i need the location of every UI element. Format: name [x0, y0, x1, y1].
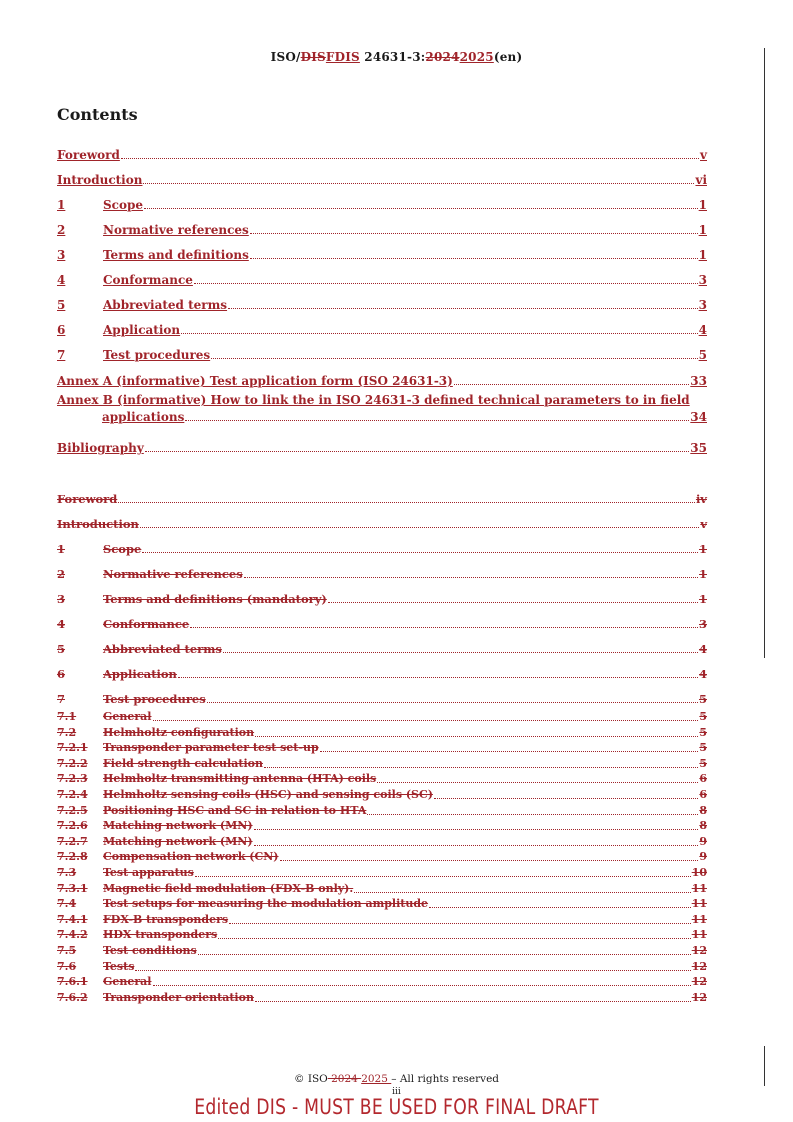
toc-entry-number: 1 — [57, 542, 66, 556]
toc-entry-page: 12 — [691, 975, 707, 989]
toc-entry-page: 12 — [691, 959, 707, 973]
toc-dot-leader — [429, 906, 691, 908]
toc-entry-title: Application — [103, 667, 177, 681]
toc-dot-leader — [211, 357, 697, 359]
toc-entry-number: 2 — [57, 223, 66, 237]
contents-title: Contents — [57, 105, 138, 124]
toc-entry-number: 2 — [57, 567, 66, 581]
toc-entry-page: 5 — [698, 692, 707, 706]
toc-entry-number: 7.6.1 — [57, 975, 88, 989]
toc-entry-deleted — [57, 642, 707, 656]
toc-entry-number: 7.2.1 — [57, 741, 88, 755]
toc-entry-number: 7.3 — [57, 866, 77, 879]
toc-entry-page: 33 — [690, 374, 707, 388]
toc-entry-page: 3 — [698, 298, 707, 312]
watermark: Edited DIS - MUST BE USED FOR FINAL DRAFT — [194, 1095, 599, 1119]
header-inserted-2: 2025 — [459, 50, 494, 64]
document-header — [0, 50, 793, 64]
toc-dot-leader — [250, 232, 698, 234]
toc-entry-deleted — [57, 897, 707, 911]
toc-entry-title: Terms and definitions (mandatory) — [103, 592, 327, 606]
toc-entry-deleted — [57, 882, 707, 896]
toc-entry-title: Compensation network (CN) — [103, 850, 279, 864]
toc-dot-leader — [254, 828, 699, 830]
toc-entry-number: Foreword — [57, 492, 118, 506]
toc-entry-number: 7.2.3 — [57, 772, 88, 786]
toc-entry-number: Foreword — [57, 148, 120, 162]
toc-entry-title: Test procedures — [103, 348, 211, 362]
toc-entry-number: 5 — [57, 298, 66, 312]
toc-entry-deleted — [57, 913, 707, 927]
toc-entry-title: Test procedures — [103, 692, 206, 706]
toc-entry-number: 5 — [57, 642, 66, 656]
toc-dot-leader — [367, 813, 698, 815]
toc-entry-title: Magnetic field modulation (FDX-B only). — [103, 881, 354, 895]
toc-entry-page: 5 — [698, 348, 707, 362]
toc-dot-leader — [153, 719, 699, 721]
toc-entry-deleted — [57, 804, 707, 818]
toc-entry-number: 7 — [57, 348, 66, 362]
toc-entry-deleted — [57, 710, 707, 724]
toc-entry-title: applications — [102, 410, 185, 424]
toc-entry-title: Terms and definitions — [103, 248, 249, 262]
toc-dot-leader — [185, 419, 689, 421]
toc-entry-deleted — [57, 592, 707, 606]
toc-entry-page: 1 — [698, 592, 707, 606]
toc-entry-page: 6 — [699, 788, 707, 801]
header-deleted-1: DIS — [300, 50, 326, 64]
toc-entry-deleted — [57, 866, 707, 880]
toc-entry-text[interactable]: Annex B (informative) How to link the in ISO 24631-3 defined technical parameters to in field — [57, 393, 690, 407]
toc-entry[interactable] — [57, 248, 707, 262]
toc-entry-number: 7.2.8 — [57, 850, 88, 864]
toc-dot-leader — [194, 282, 698, 284]
toc-entry-deleted — [57, 928, 707, 942]
toc-entry-number: 6 — [57, 667, 66, 681]
toc-dot-leader — [135, 969, 690, 971]
toc-entry[interactable] — [57, 374, 707, 388]
toc-dot-leader — [255, 735, 698, 737]
toc-entry-number: 7.6.2 — [57, 990, 88, 1004]
toc-entry-title: Helmholtz configuration — [103, 725, 255, 739]
toc-entry[interactable] — [57, 348, 707, 362]
toc-entry-page: 11 — [691, 897, 707, 911]
toc-dot-leader — [198, 953, 691, 955]
toc-entry-number: 7.4 — [57, 897, 77, 911]
toc-entry-number: Bibliography — [57, 441, 144, 455]
toc-entry-number: 7 — [57, 692, 66, 706]
toc-dot-leader — [218, 937, 690, 939]
toc-entry-page: 5 — [699, 756, 707, 770]
toc-entry[interactable] — [57, 273, 707, 287]
toc-dot-leader — [121, 157, 699, 159]
toc-entry-number: 7.2.5 — [57, 803, 88, 817]
toc-entry-number: Introduction — [57, 173, 143, 187]
toc-entry[interactable] — [57, 173, 707, 187]
toc-entry-number: 7.4.2 — [57, 928, 88, 942]
toc-entry-deleted — [57, 726, 707, 740]
toc-entry-page: 9 — [699, 850, 707, 864]
toc-entry-number: Annex A (informative) Test application form (ISO 24631-3) — [57, 374, 453, 388]
toc-entry-page: v — [700, 517, 707, 531]
toc-entry-deleted — [57, 788, 707, 802]
footer-deleted-year: 2024 — [327, 1073, 362, 1085]
toc-entry-title: Test conditions — [103, 944, 197, 957]
toc-entry-page: 10 — [691, 866, 707, 879]
toc-entry-number: 7.2.4 — [57, 788, 88, 801]
toc-entry-title: Helmholtz transmitting antenna (HTA) coils — [103, 772, 377, 786]
toc-dot-leader — [145, 450, 690, 452]
toc-entry-title: Positioning HSC and SC in relation to HTA — [103, 803, 367, 817]
toc-entry-title: Test setups for measuring the modulation amplitude — [103, 897, 429, 911]
toc-entry-title: Transponder parameter test set-up — [103, 741, 319, 755]
toc-dot-leader — [143, 182, 694, 184]
toc-entry-deleted — [57, 492, 707, 506]
toc-entry-page: 12 — [691, 990, 707, 1004]
toc-entry[interactable] — [57, 148, 707, 162]
footer-copyright — [0, 1073, 793, 1085]
toc-dot-leader — [328, 601, 698, 603]
toc-entry-deleted — [57, 667, 707, 681]
toc-new — [57, 148, 707, 468]
toc-dot-leader — [207, 701, 698, 703]
toc-entry-deleted — [57, 944, 707, 958]
toc-dot-leader — [181, 332, 698, 334]
toc-entry-page: 9 — [699, 834, 707, 848]
header-suffix: (en) — [493, 50, 523, 64]
toc-entry-title: Normative references — [103, 223, 249, 237]
toc-entry-deleted — [57, 991, 707, 1005]
toc-entry-page: 3 — [698, 273, 707, 287]
toc-dot-leader — [377, 781, 698, 783]
toc-entry-title: Conformance — [103, 617, 190, 631]
toc-entry-page: 11 — [691, 928, 707, 942]
toc-entry-title: Helmholtz sensing coils (HSC) and sensing coils (SC) — [103, 788, 433, 801]
toc-entry-page: iv — [695, 492, 707, 506]
toc-dot-leader — [223, 651, 698, 653]
toc-entry-page: vi — [695, 173, 707, 187]
toc-entry-page: 1 — [698, 542, 707, 556]
toc-dot-leader — [178, 676, 698, 678]
toc-entry-page: 5 — [699, 725, 707, 739]
toc-entry-number: 7.2.7 — [57, 834, 88, 848]
change-bar-top — [764, 48, 765, 658]
toc-dot-leader — [254, 844, 699, 846]
toc-entry-page: 8 — [699, 803, 707, 817]
toc-entry-title: Matching network (MN) — [103, 819, 253, 833]
toc-entry-number: 7.1 — [57, 710, 77, 723]
toc-entry-number: Introduction — [57, 517, 139, 531]
toc-entry-page: 11 — [691, 912, 707, 926]
toc-entry-deleted — [57, 757, 707, 771]
toc-entry[interactable] — [57, 298, 707, 312]
toc-entry-number: 7.3.1 — [57, 881, 88, 895]
toc-entry-title: Matching network (MN) — [103, 834, 253, 848]
toc-entry-number: 3 — [57, 248, 66, 262]
toc-entry-number: 7.6 — [57, 959, 77, 973]
toc-entry-page: 4 — [698, 323, 707, 337]
toc-entry-title: Conformance — [103, 273, 193, 287]
toc-old — [57, 492, 707, 1012]
toc-entry-title: Scope — [103, 198, 144, 212]
toc-dot-leader — [153, 984, 691, 986]
toc-entry-title: HDX transponders — [103, 928, 218, 942]
toc-entry-page: 34 — [690, 410, 707, 424]
toc-dot-leader — [142, 551, 698, 553]
toc-entry-title: General — [103, 975, 152, 989]
toc-entry-page: 5 — [699, 741, 707, 755]
toc-dot-leader — [195, 875, 691, 877]
toc-dot-leader — [320, 750, 699, 752]
toc-entry-page: 5 — [699, 710, 707, 723]
toc-entry-title: Field strength calculation — [103, 756, 263, 770]
toc-entry-title: FDX-B transponders — [103, 912, 229, 926]
header-inserted-1: FDIS — [325, 50, 360, 64]
header-deleted-2: 2024 — [425, 50, 460, 64]
footer-suffix: – All rights reserved — [391, 1073, 500, 1085]
toc-entry-number: 7.4.1 — [57, 912, 88, 926]
toc-entry-page: 1 — [698, 198, 707, 212]
toc-dot-leader — [454, 383, 689, 385]
toc-dot-leader — [250, 257, 698, 259]
toc-entry-title: General — [103, 710, 152, 723]
toc-dot-leader — [264, 766, 698, 768]
toc-entry-page: 1 — [698, 567, 707, 581]
toc-entry-title: Abbreviated terms — [103, 642, 222, 656]
toc-entry-page: 12 — [691, 944, 707, 957]
toc-entry-number: 3 — [57, 592, 66, 606]
header-middle: 24631-3: — [359, 50, 426, 64]
toc-entry-deleted — [57, 567, 707, 581]
toc-entry-deleted — [57, 692, 707, 706]
page-number: iii — [392, 1087, 401, 1097]
toc-dot-leader — [190, 626, 698, 628]
toc-entry-title: Normative references — [103, 567, 243, 581]
toc-entry-page: 1 — [698, 223, 707, 237]
toc-dot-leader — [229, 922, 691, 924]
toc-entry-title: Test apparatus — [103, 866, 194, 879]
toc-entry-deleted — [57, 542, 707, 556]
toc-entry-page: 4 — [698, 667, 707, 681]
toc-entry-deleted — [57, 772, 707, 786]
toc-dot-leader — [354, 891, 690, 893]
toc-entry-deleted — [57, 960, 707, 974]
toc-dot-leader — [144, 207, 698, 209]
footer-prefix: © ISO — [293, 1073, 328, 1085]
toc-entry-page: 11 — [691, 881, 707, 895]
toc-dot-leader — [434, 797, 698, 799]
toc-entry-page: v — [700, 148, 707, 162]
toc-entry-title: Scope — [103, 542, 142, 556]
toc-entry-page: 8 — [699, 819, 707, 833]
toc-entry-number: 4 — [57, 273, 66, 287]
toc-dot-leader — [280, 859, 699, 861]
footer-inserted-year: 2025 — [361, 1073, 392, 1085]
toc-entry-number: 6 — [57, 323, 66, 337]
toc-entry-number: 7.2.2 — [57, 756, 88, 770]
toc-entry[interactable] — [57, 441, 707, 455]
toc-entry-deleted — [57, 850, 707, 864]
toc-entry-deleted — [57, 975, 707, 989]
toc-entry-page: 6 — [699, 772, 707, 786]
toc-entry-title: Abbreviated terms — [103, 298, 228, 312]
toc-entry-number: 7.5 — [57, 944, 77, 957]
toc-entry-page: 4 — [698, 642, 707, 656]
toc-entry-deleted — [57, 617, 707, 631]
toc-entry[interactable] — [57, 223, 707, 237]
toc-entry-deleted — [57, 741, 707, 755]
toc-dot-leader — [255, 1000, 691, 1002]
toc-entry-page: 3 — [698, 617, 707, 631]
toc-entry[interactable] — [57, 410, 707, 424]
toc-entry-number: 7.2 — [57, 725, 77, 739]
toc-entry-deleted — [57, 517, 707, 531]
toc-entry-number: 7.2.6 — [57, 819, 88, 833]
toc-entry-title: Application — [103, 323, 181, 337]
toc-dot-leader — [228, 307, 698, 309]
toc-entry-title: Transponder orientation — [103, 990, 254, 1004]
header-prefix: ISO/ — [270, 50, 301, 64]
toc-entry[interactable] — [57, 323, 707, 337]
toc-entry-deleted — [57, 835, 707, 849]
toc-dot-leader — [118, 501, 695, 503]
toc-entry-deleted — [57, 819, 707, 833]
toc-dot-leader — [140, 526, 699, 528]
toc-entry-title: Tests — [103, 959, 135, 973]
toc-entry-number: 1 — [57, 198, 66, 212]
toc-entry-page: 35 — [690, 441, 707, 455]
toc-entry-page: 1 — [698, 248, 707, 262]
toc-entry-number: 4 — [57, 617, 66, 631]
toc-entry[interactable] — [57, 198, 707, 212]
toc-dot-leader — [244, 576, 698, 578]
